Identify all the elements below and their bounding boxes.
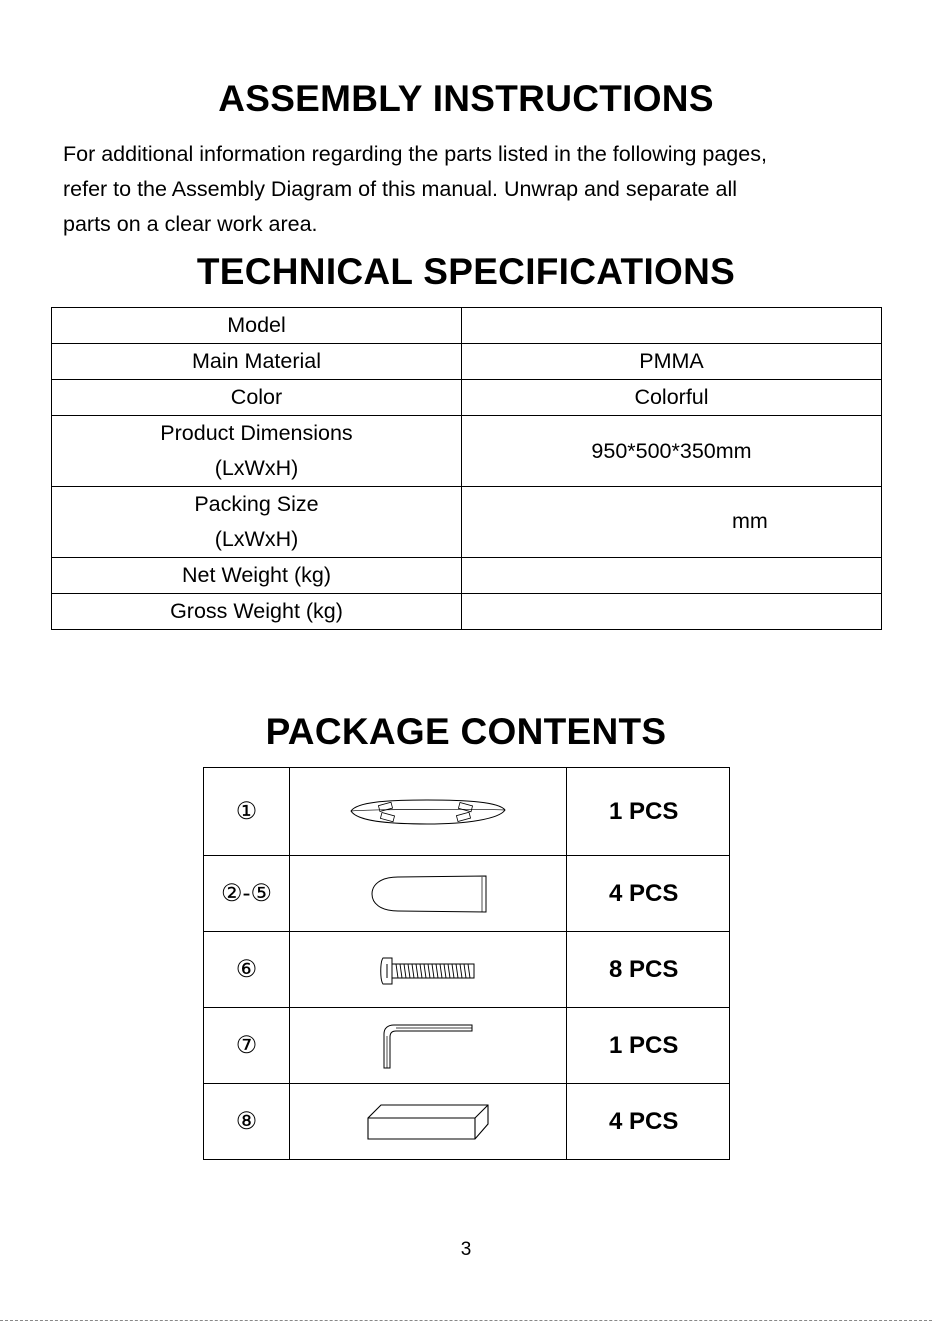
spec-value	[462, 594, 882, 630]
package-row	[204, 932, 730, 1008]
assembly-intro	[63, 137, 893, 242]
assembly-title: ASSEMBLY INSTRUCTIONS	[218, 78, 714, 119]
spec-row	[52, 558, 882, 594]
spec-value: PMMA	[462, 344, 882, 380]
part-quantity: 4 PCS	[567, 1084, 730, 1160]
package-table	[203, 767, 730, 1160]
part-quantity: 1 PCS	[567, 1008, 730, 1084]
part-number: ⑧	[204, 1084, 290, 1160]
part-quantity: 4 PCS	[567, 856, 730, 932]
spec-label-line: (LxWxH)	[214, 527, 299, 551]
tabletop-icon	[347, 797, 509, 827]
part-image-cell	[290, 1084, 567, 1160]
part-number: ①	[204, 768, 290, 856]
part-image-cell	[290, 856, 567, 932]
spec-label-line: Packing Size	[194, 492, 319, 516]
spec-value-unit: mm	[732, 509, 768, 533]
package-row	[204, 1008, 730, 1084]
specs-title: TECHNICAL SPECIFICATIONS	[196, 251, 736, 292]
package-row	[204, 1084, 730, 1160]
specs-table	[51, 307, 882, 630]
intro-line: refer to the Assembly Diagram of this manual. Unwrap and separate all	[63, 177, 737, 201]
part-number: ⑥	[204, 932, 290, 1008]
part-image-cell	[290, 932, 567, 1008]
part-quantity: 8 PCS	[567, 932, 730, 1008]
spec-label	[52, 416, 462, 487]
page-number: 3	[460, 1239, 472, 1260]
spec-value	[462, 558, 882, 594]
spec-label: Net Weight (kg)	[52, 558, 462, 594]
spec-label: Main Material	[52, 344, 462, 380]
spec-value	[462, 487, 882, 558]
intro-line: parts on a clear work area.	[63, 212, 318, 236]
part-image-cell	[290, 1008, 567, 1084]
package-title: PACKAGE CONTENTS	[265, 711, 667, 752]
spec-value	[462, 308, 882, 344]
spec-label: Gross Weight (kg)	[52, 594, 462, 630]
spec-row	[52, 594, 882, 630]
leg-panel-icon	[368, 873, 488, 915]
part-number: ②-⑤	[204, 856, 290, 932]
spec-row	[52, 308, 882, 344]
spec-value: 950*500*350mm	[462, 416, 882, 487]
spec-row	[52, 416, 882, 487]
page-bottom-divider	[0, 1320, 932, 1321]
part-quantity: 1 PCS	[567, 768, 730, 856]
spec-row	[52, 344, 882, 380]
spec-label: Model	[52, 308, 462, 344]
spec-row	[52, 380, 882, 416]
spec-label-line: Product Dimensions	[160, 421, 353, 445]
foot-pad-icon	[365, 1102, 491, 1142]
spec-label-line: (LxWxH)	[214, 456, 299, 480]
spec-label	[52, 487, 462, 558]
screw-icon	[378, 950, 478, 990]
package-row	[204, 768, 730, 856]
part-image-cell	[290, 768, 567, 856]
package-row	[204, 856, 730, 932]
part-number: ⑦	[204, 1008, 290, 1084]
intro-line: For additional information regarding the parts listed in the following pages,	[63, 142, 767, 166]
spec-value: Colorful	[462, 380, 882, 416]
spec-row	[52, 487, 882, 558]
spec-label: Color	[52, 380, 462, 416]
allen-key-icon	[380, 1022, 476, 1070]
